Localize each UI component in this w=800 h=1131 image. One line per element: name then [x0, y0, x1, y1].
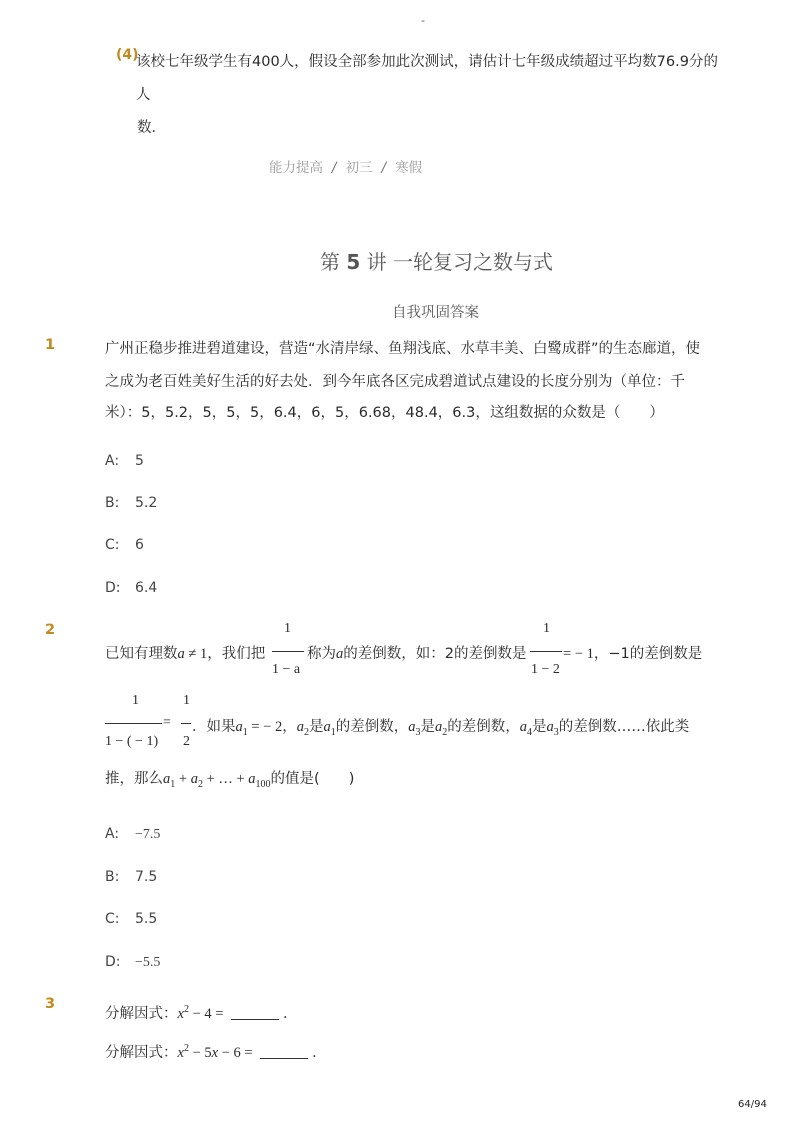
subscript: 3: [553, 727, 559, 738]
q3-math: − 4 =: [188, 1006, 228, 1022]
breadcrumb-item: 能力提高: [269, 160, 323, 176]
q1-text-line: 米）：5，5.2，5，5，5，6.4，6，5，6.68，48.4，6.3，这组数据的众数是（ ）: [105, 405, 664, 421]
q2-text: ，: [282, 719, 297, 735]
subscript: 1: [330, 727, 336, 738]
lecture-suffix: 讲 一轮复习之数与式: [366, 250, 553, 274]
breadcrumb-item: 初三: [345, 160, 373, 176]
question-number-3: 3: [45, 996, 56, 1012]
breadcrumb: [269, 156, 422, 176]
question-text-line: 该校七年级学生有400人，假设全部参加此次测试，请估计七年级成绩超过平均数76.9分的人: [136, 54, 718, 103]
q2-math: ≠ 1: [184, 646, 208, 662]
question-text: [137, 46, 727, 145]
fraction-numerator: 1: [183, 693, 190, 708]
question-label: (4): [116, 47, 139, 63]
q2-text: ，−1的差倒数是: [593, 646, 703, 662]
breadcrumb-separator: /: [332, 160, 337, 176]
question-text-line: 数．: [137, 120, 166, 136]
var-a: a: [190, 771, 198, 787]
q2-line-2: [192, 715, 689, 738]
fraction-denominator: [272, 662, 300, 678]
option-letter: C:: [105, 537, 120, 553]
q3-line-1: [105, 1002, 298, 1023]
subscript: 100: [255, 779, 271, 790]
q2-math: +: [175, 771, 191, 787]
q2-text: ，: [393, 719, 409, 735]
var-a: a: [248, 771, 256, 787]
fraction-bar: [181, 723, 191, 724]
q2-text: 的差倒数: [447, 719, 506, 735]
q2-text: ，我们把: [207, 646, 266, 662]
var-a: a: [163, 771, 171, 787]
q3-math: − 6 =: [218, 1045, 257, 1061]
fraction-denominator-text: 1 − a: [272, 662, 301, 677]
subscript: 2: [303, 727, 309, 738]
lecture-title: [320, 246, 553, 275]
q2-option-a[interactable]: [105, 826, 160, 843]
var-a: a: [235, 719, 243, 735]
q3-text: ．: [312, 1045, 327, 1061]
question-number-2: 2: [45, 622, 56, 638]
q1-option-a[interactable]: [105, 453, 144, 469]
header-dash: -: [421, 14, 425, 27]
var-a: a: [519, 719, 527, 735]
q2-text: 的差倒数: [335, 719, 394, 735]
superscript: 2: [183, 1043, 189, 1054]
option-value: 5: [135, 453, 144, 469]
var-a: a: [546, 719, 554, 735]
var-a: a: [336, 646, 344, 662]
q2-text: 是: [420, 719, 435, 735]
q2-text: 是: [531, 719, 547, 735]
q1-option-c[interactable]: [105, 537, 144, 553]
q2-line-1: [105, 642, 265, 663]
fraction-numerator: 1: [132, 693, 139, 708]
option-value: 6.4: [135, 580, 158, 596]
q2-text: 推，那么: [105, 771, 163, 787]
var-x: x: [177, 1045, 184, 1061]
subscript: 2: [442, 727, 448, 738]
subscript: 2: [197, 779, 203, 790]
option-value: 5.5: [135, 911, 158, 927]
q2-text: ……依此类: [616, 719, 690, 735]
breadcrumb-separator: /: [381, 160, 387, 176]
subscript: 1: [170, 779, 176, 790]
fraction-numerator: 1: [543, 621, 550, 636]
subscript: 4: [526, 727, 532, 738]
option-letter: B:: [105, 869, 120, 885]
q3-math: − 5: [188, 1045, 212, 1061]
option-letter: A:: [105, 453, 120, 469]
q2-math: = − 1: [563, 646, 594, 662]
q2-option-c[interactable]: [105, 911, 157, 927]
var-x: x: [211, 1045, 219, 1061]
q1-option-b[interactable]: [105, 495, 157, 511]
option-value: 6: [135, 537, 144, 553]
option-letter: D:: [105, 954, 121, 970]
option-letter: C:: [105, 911, 120, 927]
var-a: a: [408, 719, 416, 735]
q2-text: 的差倒数，如：2的差倒数是: [343, 646, 527, 662]
q2-line-1c: [563, 642, 702, 663]
fraction-bar: [105, 723, 162, 724]
fraction-denominator: 2: [183, 734, 190, 749]
answer-blank[interactable]: [231, 1019, 279, 1020]
lecture-number: 5: [346, 250, 361, 274]
var-a: a: [296, 719, 304, 735]
q2-text: ，: [505, 719, 520, 735]
option-value: −5.5: [135, 955, 161, 970]
subscript: 3: [415, 727, 421, 738]
fraction-denominator: 1 − 2: [531, 662, 560, 677]
fraction-bar: [530, 651, 562, 652]
option-value: 7.5: [135, 869, 158, 885]
lecture-prefix: 第: [320, 250, 340, 274]
option-letter: A:: [105, 826, 120, 842]
q2-text: 已知有理数: [105, 646, 178, 662]
q3-text: ．: [283, 1006, 298, 1022]
q2-math: =: [163, 715, 171, 730]
subscript: 1: [242, 727, 248, 738]
q2-text: 的值是( ): [270, 771, 355, 787]
q2-text: ．如果: [192, 719, 236, 735]
fraction-denominator: 1 − ( − 1): [105, 734, 159, 749]
q2-text: 是: [308, 719, 324, 735]
q1-text-line: 之成为老百姓美好生活的好去处．到今年底各区完成碧道试点建设的长度分别为（单位：千: [105, 374, 685, 390]
q2-math: + … +: [202, 771, 249, 787]
q2-text: 的差倒数: [558, 719, 617, 735]
var-a: a: [323, 719, 331, 735]
q2-line-1b: [307, 642, 526, 663]
q2-line-3: [105, 767, 354, 790]
section-title: 自我巩固答案: [392, 305, 479, 321]
q1-text-line: 广州正稳步推进碧道建设，营造“水清岸绿、鱼翔浅底、水草丰美、白鹭成群”的生态廊道，使: [105, 341, 701, 357]
q2-option-d[interactable]: [105, 954, 160, 971]
page-number: 64/94: [738, 1099, 767, 1110]
option-letter: D:: [105, 580, 121, 596]
q2-text: 称为: [307, 646, 336, 662]
q1-option-d[interactable]: [105, 580, 157, 596]
q2-option-b[interactable]: [105, 869, 157, 885]
option-letter: B:: [105, 495, 120, 511]
answer-blank[interactable]: [260, 1058, 308, 1059]
var-a: a: [434, 719, 443, 735]
fraction-numerator: 1: [284, 621, 291, 636]
var-x: x: [177, 1006, 184, 1022]
q3-line-2: [105, 1041, 327, 1062]
option-value: −7.5: [135, 827, 161, 842]
question-number-1: 1: [45, 337, 56, 353]
q3-text: 分解因式：: [105, 1045, 178, 1061]
q2-math: = − 2: [247, 719, 283, 735]
option-value: 5.2: [135, 495, 158, 511]
q3-text: 分解因式：: [105, 1006, 178, 1022]
fraction-bar: [272, 651, 304, 652]
breadcrumb-item: 寒假: [395, 160, 423, 176]
var-a: a: [177, 646, 185, 662]
superscript: 2: [183, 1004, 189, 1015]
